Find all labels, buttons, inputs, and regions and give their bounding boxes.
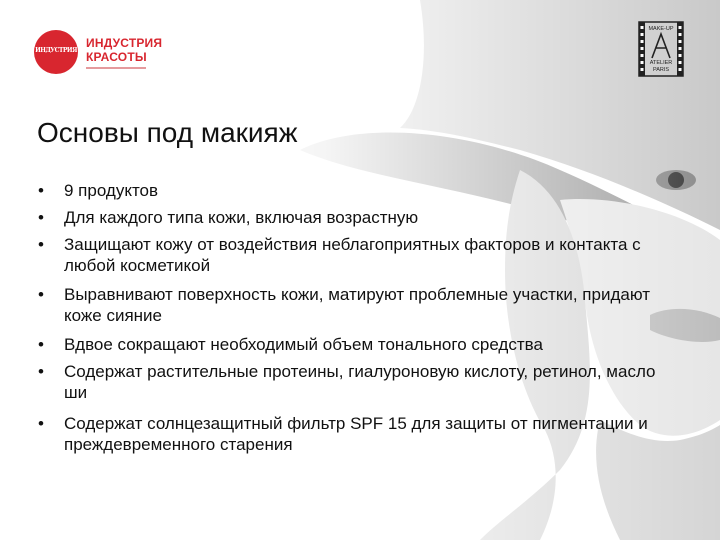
- logo-wordmark: [86, 36, 162, 64]
- list-item-text: 9 продуктов: [64, 181, 159, 200]
- bullet-dot: •: [38, 181, 44, 200]
- badge-bottom-text-2: PARIS: [652, 67, 670, 73]
- list-item: [38, 207, 678, 228]
- list-item: [38, 334, 678, 355]
- logo-tagline-line: [86, 67, 146, 69]
- list-item: [38, 180, 678, 201]
- bullet-dot: •: [38, 235, 44, 254]
- badge-bottom-text-1: ATELIER: [649, 60, 673, 66]
- feature-list: [38, 180, 678, 455]
- bullet-dot: •: [38, 414, 44, 433]
- bullet-dot: •: [38, 362, 44, 381]
- list-item: [38, 234, 678, 276]
- list-item: [38, 361, 678, 403]
- list-item-text: Выравнивают поверхность кожи, матируют проблемные участки, придают коже сияние: [64, 285, 651, 325]
- logo-emblem: [34, 30, 78, 74]
- list-item: [38, 413, 678, 455]
- list-item-text: Содержат солнцезащитный фильтр SPF 15 для защиты от пигментации и преждевременного старения: [64, 414, 648, 454]
- logo-emblem-text: ИНДУСТРИЯ: [35, 47, 77, 54]
- bullet-dot: •: [38, 335, 44, 354]
- list-item-text: Содержат растительные протеины, гиалуроновую кислоту, ретинол, масло ши: [64, 362, 656, 402]
- bullet-dot: •: [38, 285, 44, 304]
- list-item: [38, 284, 678, 326]
- industry-beauty-logo: [34, 26, 214, 76]
- list-item-text: Вдвое сокращают необходимый объем тонального средства: [64, 335, 543, 354]
- make-up-atelier-badge: [636, 20, 686, 78]
- bullet-dot: •: [38, 208, 44, 227]
- badge-top-text: MAKE-UP: [648, 26, 674, 32]
- list-item-text: Защищают кожу от воздействия неблагоприятных факторов и контакта с любой косметикой: [64, 235, 641, 275]
- slide-title: Основы под макияж: [37, 117, 298, 148]
- logo-line-1: ИНДУСТРИЯ: [86, 36, 163, 50]
- logo-line-2: КРАСОТЫ: [86, 50, 147, 64]
- list-item-text: Для каждого типа кожи, включая возрастную: [64, 208, 419, 227]
